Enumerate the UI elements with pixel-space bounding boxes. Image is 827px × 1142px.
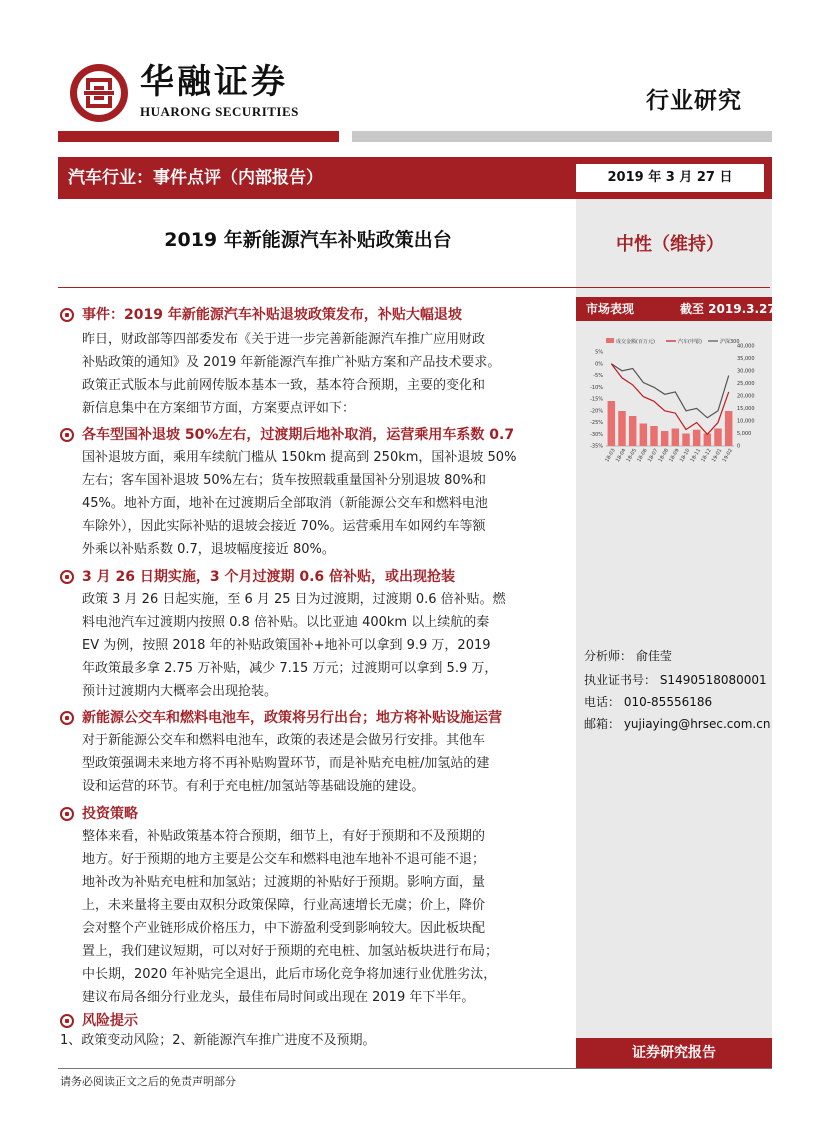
body-line: EV 为例，按照 2018 年的补贴政策国补+地补可以拿到 9.9 万，2019 bbox=[82, 638, 491, 653]
body-line: 料电池汽车过渡期内按照 0.8 倍补贴。以比亚迪 400km 以上续航的秦 bbox=[82, 615, 490, 630]
y-right-tick-label: 0 bbox=[737, 443, 741, 450]
section-bullet-icon bbox=[60, 308, 74, 322]
body-line: 整体来看，补贴政策基本符合预期，细节上，有好于预期和不及预期的 bbox=[82, 829, 486, 844]
page-title: 2019 年新能源汽车补贴政策出台 bbox=[164, 229, 452, 251]
section-bullet-icon bbox=[60, 807, 74, 821]
body-line: 政策正式版本与此前网传版本基本一致，基本符合预期，主要的变化和 bbox=[82, 378, 486, 393]
body-line: 建议布局各细分行业龙头，最佳布局时间或出现在 2019 年下半年。 bbox=[82, 990, 475, 1005]
y-left-tick-label: 0% bbox=[595, 361, 603, 368]
volume-bar bbox=[714, 429, 721, 447]
volume-bar bbox=[704, 434, 711, 447]
risk-text: 1、政策变动风险；2、新能源汽车推广进度不及预期。 bbox=[60, 1033, 376, 1048]
title-divider bbox=[58, 287, 770, 288]
body-line: 设和运营的环节。有利于充电桩/加氢站等基础设施的建设。 bbox=[82, 779, 425, 794]
legend-label: 沪深300 bbox=[720, 339, 740, 345]
y-left-tick-label: -25% bbox=[590, 420, 603, 426]
section-title-event: 事件：2019 年新能源汽车补贴退坡政策发布，补贴大幅退坡 bbox=[82, 307, 462, 323]
header-rule-red bbox=[58, 131, 339, 142]
volume-bar bbox=[629, 416, 636, 446]
report-date: 2019 年 3 月 27 日 bbox=[607, 170, 733, 185]
section-bullet-icon bbox=[60, 570, 74, 584]
body-line: 外乘以补贴系数 0.7，退坡幅度接近 80%。 bbox=[82, 542, 335, 557]
huarong-logo bbox=[68, 62, 130, 124]
y-left-tick-label: -15% bbox=[590, 396, 603, 403]
body-line: 国补退坡方面，乘用车续航门槛从 150km 提高到 250km，国补退坡 50% bbox=[82, 450, 517, 465]
body-line: 车除外），因此实际补贴的退坡会接近 70%。运营乘用车如网约车等额 bbox=[82, 519, 486, 534]
y-right-tick-label: 40,000 bbox=[737, 343, 755, 350]
x-tick-label: 18-09 bbox=[668, 447, 681, 464]
section-title-subsidy: 各车型国补退坡 50%左右，过渡期后地补取消，运营乘用车系数 0.7 bbox=[82, 427, 515, 443]
body-line: 地补改为补贴充电桩和加氢站；过渡期的补贴好于预期。影响方面，量 bbox=[82, 875, 486, 890]
y-left-tick-label: -35% bbox=[590, 443, 603, 450]
report-label: 证券研究报告 bbox=[632, 1045, 716, 1061]
analyst-email[interactable]: 邮箱： yujiaying@hrsec.com.cn bbox=[584, 717, 771, 731]
report-type: 行业研究 bbox=[646, 88, 742, 114]
x-tick-label: 18-12 bbox=[700, 447, 713, 464]
volume-bar bbox=[650, 426, 657, 446]
x-tick-label: 18-04 bbox=[614, 447, 628, 464]
legend-label: 汽车(申银) bbox=[678, 339, 702, 345]
y-right-tick-label: 20,000 bbox=[737, 393, 755, 400]
x-tick-label: 18-06 bbox=[636, 447, 649, 464]
volume-bar bbox=[682, 434, 689, 447]
body-line: 型政策强调未来地方将不再补贴购置环节，而是补贴充电桩/加氢站的建 bbox=[82, 756, 490, 771]
section-title-bus-fuelcell: 新能源公交车和燃料电池车，政策将另行出台；地方将补贴设施运营 bbox=[82, 710, 502, 726]
body-line: 置上，我们建议短期，可以对好于预期的充电桩、加氢站板块进行布局； bbox=[82, 944, 499, 959]
x-tick-label: 18-05 bbox=[625, 447, 639, 464]
category-title: 汽车行业：事件点评（内部报告） bbox=[68, 168, 323, 188]
legend-swatch-volume bbox=[606, 338, 614, 343]
section-bullet-icon bbox=[60, 711, 74, 725]
body-line: 年政策最多拿 2.75 万补贴，减少 7.15 万元；过渡期可以拿到 5.9 万， bbox=[82, 661, 498, 676]
volume-bar bbox=[640, 424, 647, 447]
analyst-cert: 执业证书号： S1490518080001 bbox=[584, 673, 767, 687]
auto-index-line bbox=[611, 364, 728, 435]
x-tick-label: 18-10 bbox=[678, 447, 692, 464]
x-tick-label: 19-02 bbox=[721, 447, 735, 464]
y-left-tick-label: -20% bbox=[590, 408, 603, 415]
body-line: 新信息集中在方案细节方面，方案要点评如下： bbox=[82, 401, 356, 416]
body-line: 会对整个产业链形成价格压力，中下游盈利受到影响较大。因此板块配 bbox=[82, 921, 486, 936]
market-performance-label: 市场表现 bbox=[586, 302, 635, 316]
x-tick-label: 18-07 bbox=[646, 447, 660, 464]
company-name-en: HUARONG SECURITIES bbox=[140, 104, 299, 119]
x-tick-label: 18-11 bbox=[689, 447, 703, 464]
analyst-name: 分析师： 俞佳莹 bbox=[584, 649, 672, 663]
footer-rule bbox=[58, 1068, 772, 1069]
section-bullet-icon bbox=[60, 1014, 74, 1028]
body-line: 预计过渡期内大概率会出现抢装。 bbox=[82, 684, 278, 699]
y-right-tick-label: 15,000 bbox=[737, 406, 755, 412]
section-body-implementation bbox=[82, 588, 552, 703]
y-right-tick-label: 5,000 bbox=[737, 431, 752, 437]
y-right-tick-label: 35,000 bbox=[737, 356, 755, 362]
body-line: 政策 3 月 26 日起实施，至 6 月 25 日为过渡期，过渡期 0.6 倍补贴。燃 bbox=[82, 592, 506, 607]
legend-label: 成交金额(百万元) bbox=[616, 339, 655, 345]
volume-bar bbox=[672, 429, 679, 447]
y-right-tick-label: 25,000 bbox=[737, 381, 755, 387]
volume-bar bbox=[608, 401, 615, 446]
y-right-tick-label: 30,000 bbox=[737, 368, 755, 375]
volume-bar bbox=[693, 430, 700, 446]
body-line: 昨日，财政部等四部委发布《关于进一步完善新能源汽车推广应用财政 bbox=[82, 332, 486, 347]
volume-bar bbox=[661, 431, 668, 446]
section-body-event bbox=[82, 328, 552, 420]
section-title-strategy: 投资策略 bbox=[82, 806, 138, 822]
x-tick-label: 19-01 bbox=[710, 447, 724, 464]
section-bullet-icon bbox=[60, 428, 74, 442]
y-left-tick-label: -10% bbox=[590, 384, 603, 391]
header-rule-gray bbox=[352, 131, 772, 142]
section-body-subsidy bbox=[82, 446, 552, 561]
y-left-tick-label: 5% bbox=[595, 349, 603, 356]
section-title-risk: 风险提示 bbox=[82, 1013, 138, 1029]
rating-label: 中性（维持） bbox=[616, 234, 724, 255]
footer-disclaimer: 请务必阅读正文之后的免责声明部分 bbox=[60, 1075, 236, 1088]
market-performance-date: 截至 2019.3.27 bbox=[680, 302, 776, 316]
x-tick-label: 18-08 bbox=[657, 447, 671, 464]
body-line: 45%。地补方面，地补在过渡期后全部取消（新能源公交车和燃料电池 bbox=[82, 496, 488, 511]
company-name-cn: 华融证券 bbox=[140, 62, 288, 102]
y-right-tick-label: 10,000 bbox=[737, 418, 755, 425]
section-title-implementation: 3 月 26 日期实施，3 个月过渡期 0.6 倍补贴，或出现抢装 bbox=[82, 569, 456, 585]
body-line: 中长期，2020 年补贴完全退出，此后市场化竞争将加速行业优胜劣汰， bbox=[82, 967, 497, 982]
y-left-tick-label: -30% bbox=[590, 431, 603, 438]
volume-bar bbox=[725, 411, 732, 446]
section-body-strategy bbox=[82, 825, 552, 1009]
volume-bar bbox=[618, 411, 625, 446]
hs300-line bbox=[611, 364, 728, 418]
body-line: 补贴政策的通知》及 2019 年新能源汽车推广补贴方案和产品技术要求。 bbox=[82, 355, 501, 370]
body-line: 上，未来量将主要由双积分政策保障，行业高速增长无虞；价上，降价 bbox=[82, 898, 486, 913]
analyst-phone: 电话： 010-85556186 bbox=[584, 695, 713, 709]
section-body-bus-fuelcell bbox=[82, 729, 552, 798]
body-line: 地方。好于预期的地方主要是公交车和燃料电池车地补不退可能不退； bbox=[82, 852, 486, 867]
x-tick-label: 18-03 bbox=[604, 447, 617, 464]
body-line: 左右；客车国补退坡 50%左右；货车按照载重量国补分别退坡 80%和 bbox=[82, 473, 487, 488]
market-performance-chart bbox=[584, 336, 764, 471]
y-left-tick-label: -5% bbox=[593, 373, 603, 379]
sidebar-panel bbox=[576, 199, 772, 1042]
body-line: 对于新能源公交车和燃料电池车，政策的表述是会做另行安排。其他车 bbox=[82, 733, 486, 748]
